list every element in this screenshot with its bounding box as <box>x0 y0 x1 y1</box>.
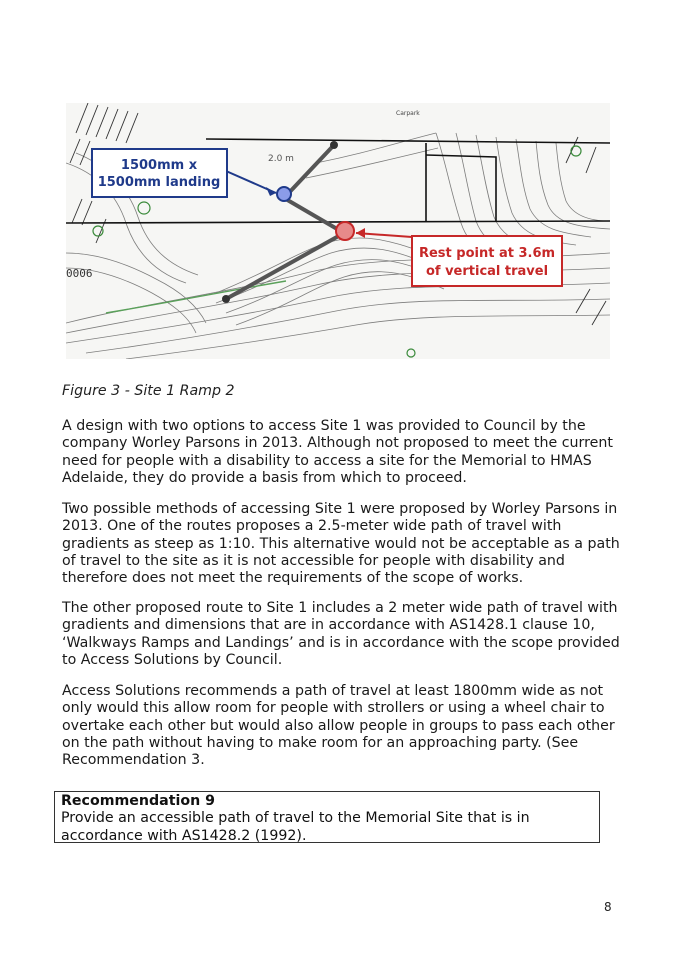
paragraph-4: Access Solutions recommends a path of travel at least 1800mm wide as not only would this allow room for people with strollers or using a wheel chair to overtake each other but would also allow people in groups to pass each other on the path without having to make room for an approaching party. (See Recommendation 3. <box>62 683 615 769</box>
landing-marker <box>277 187 291 201</box>
paragraph-2: Two possible methods of accessing Site 1 were proposed by Worley Parsons in 2013. One of the routes proposes a 2.5-meter wide path of travel with gradients as steep as 1:10. This alternative would not be acceptable as a path of travel to the site as it is not accessible for people with disability and therefore does not meet the requirements of the scope of works. <box>62 501 620 587</box>
paragraph-1: A design with two options to access Site 1 was provided to Council by the company Worley Parsons in 2013. Although not proposed to meet the current need for people with a disability to access a site for the Memorial to HMAS Adelaide, they do provide a basis from which to proceed. <box>62 418 613 486</box>
figure-caption: Figure 3 - Site 1 Ramp 2 <box>62 383 235 399</box>
landing-callout-line1: 1500mm x <box>120 158 198 173</box>
rest-callout-line2: of vertical travel <box>425 264 549 279</box>
rest-point-marker <box>336 222 354 240</box>
width-label: 2.0 m <box>268 154 294 164</box>
recommendation-box <box>54 791 600 843</box>
page-number: 8 <box>604 900 612 914</box>
recommendation-title: Recommendation 9 <box>61 793 216 809</box>
site-plan-drawing <box>66 103 610 359</box>
hatch-marks <box>70 103 606 325</box>
paragraph-3: The other proposed route to Site 1 includes a 2 meter wide path of travel with gradients and dimensions that are in accordance with AS1428.1 clause 10, ‘Walkways Ramps and Landings’ and is in accordance with the scope provided to Access Solutions by Council. <box>62 600 620 668</box>
drawing-ref: 0006 <box>66 267 93 280</box>
site-plan-figure <box>66 103 610 359</box>
carpark-label: Carpark <box>396 110 420 117</box>
rest-callout-line1: Rest point at 3.6m <box>418 246 556 261</box>
recommendation-text: Provide an accessible path of travel to the Memorial Site that is in accordance with AS1428.2 (1992). <box>61 810 530 844</box>
rest-arrowhead <box>356 228 365 238</box>
landing-callout-line2: 1500mm landing <box>97 175 221 190</box>
